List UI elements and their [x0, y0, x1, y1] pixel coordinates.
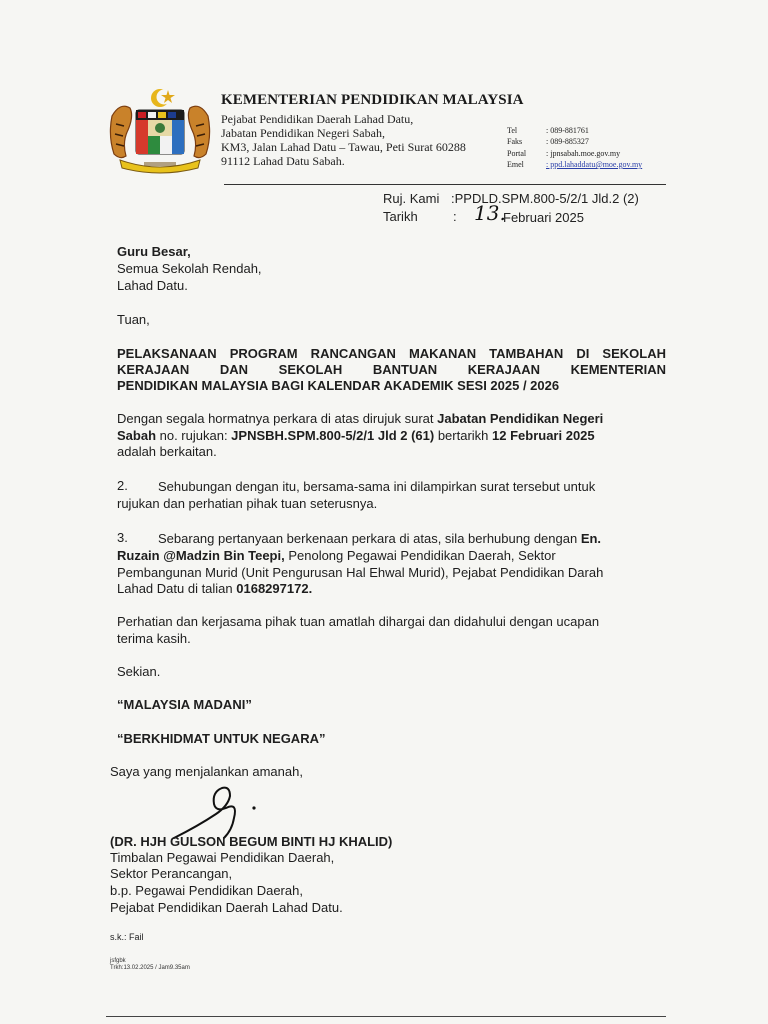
malaysia-coat-of-arms-icon: [106, 86, 214, 176]
date-day-handwritten: 13.: [474, 201, 506, 225]
para1-line-3: adalah berkaitan.: [117, 444, 217, 459]
para3-line-2: Ruzain @Madzin Bin Teepi, Penolong Pegawai Pendidikan Daerah, Sektor: [117, 548, 556, 563]
address-line-4: 91112 Lahad Datu Sabah.: [221, 154, 345, 168]
contact-value-email[interactable]: : ppd.lahaddatu@moe.gov.my: [546, 160, 643, 169]
para2-line-1: Sehubungan dengan itu, bersama-sama ini dilampirkan surat tersebut untuk: [158, 479, 596, 494]
recipient-line-3: Lahad Datu.: [117, 278, 188, 293]
para3-number: 3.: [117, 530, 128, 545]
recipient-line-2: Semua Sekolah Rendah,: [117, 261, 262, 276]
motto-malaysia-madani: “MALAYSIA MADANI”: [117, 697, 252, 712]
para2-line-2: rujukan dan perhatian pihak tuan seterusnya.: [117, 496, 378, 511]
para2-number: 2.: [117, 478, 128, 493]
para4-line-1: Perhatian dan kerjasama pihak tuan amatlah dihargai dan didahului dengan ucapan: [117, 614, 600, 629]
para3-line-3: Pembangunan Murid (Unit Pengurusan Hal Ehwal Murid), Pejabat Pendidikan Darah: [117, 565, 604, 580]
subject-line-2: KERAJAAN DAN SEKOLAH BANTUAN KERAJAAN KEMENTERIAN: [117, 362, 666, 377]
para1-line-1: Dengan segala hormatnya perkara di atas dirujuk surat Jabatan Pendidikan Negeri: [117, 411, 604, 426]
para4-line-2: terima kasih.: [117, 631, 191, 646]
para3-line-1: Sebarang pertanyaan berkenaan perkara di atas, sila berhubung dengan En.: [158, 531, 602, 546]
address-line-2: Jabatan Pendidikan Negeri Sabah,: [221, 126, 385, 140]
address-line-3: KM3, Jalan Lahad Datu – Tawau, Peti Surat 60288: [221, 140, 466, 154]
para1-line-2: Sabah no. rujukan: JPNSBH.SPM.800-5/2/1 Jld 2 (61) bertarikh 12 Februari 2025: [117, 428, 595, 443]
contact-value-fax: : 089-885327: [546, 137, 589, 146]
signatory-name: (DR. HJH GULSON BEGUM BINTI HJ KHALID): [110, 834, 393, 849]
date-label: Tarikh: [383, 209, 418, 224]
contact-value-portal: : jpnsabah.moe.gov.my: [546, 149, 621, 158]
para3-line-4: Lahad Datu di talian 0168297172.: [117, 581, 313, 596]
address-line-1: Pejabat Pendidikan Daerah Lahad Datu,: [221, 112, 414, 126]
signatory-title-3: b.p. Pegawai Pendidikan Daerah,: [110, 883, 303, 898]
salutation: Tuan,: [117, 312, 150, 327]
ref-label: Ruj. Kami: [383, 191, 440, 206]
ref-value: :PPDLD.SPM.800-5/2/1 Jld.2 (2): [451, 191, 639, 206]
subject-line-1: PELAKSANAAN PROGRAM RANCANGAN MAKANAN TAMBAHAN DI SEKOLAH: [117, 346, 666, 361]
date-colon: :: [453, 209, 457, 224]
contact-value-tel: : 089-881761: [546, 126, 589, 135]
signatory-title-2: Sektor Perancangan,: [110, 866, 233, 881]
date-month-year: Februari 2025: [503, 210, 584, 225]
recipient-line-1: Guru Besar,: [117, 244, 191, 259]
contact-label-fax: Faks: [507, 137, 523, 146]
signatory-title-1: Timbalan Pegawai Pendidikan Daerah,: [110, 850, 335, 865]
contact-label-tel: Tel: [507, 126, 518, 135]
motto-berkhidmat: “BERKHIDMAT UNTUK NEGARA”: [117, 731, 326, 746]
signatory-title-4: Pejabat Pendidikan Daerah Lahad Datu.: [110, 900, 343, 915]
subject-line-3: PENDIDIKAN MALAYSIA BAGI KALENDAR AKADEMIK SESI 2025 / 2026: [117, 378, 560, 393]
closing: Sekian.: [117, 664, 161, 679]
header-divider: [224, 184, 666, 185]
footnote-timestamp: Trkh:13.02.2025 / Jam9.35am: [110, 965, 190, 971]
contact-label-email: Emel: [507, 160, 524, 169]
contact-label-portal: Portal: [507, 149, 527, 158]
footer-divider: [106, 1016, 666, 1017]
ministry-title: KEMENTERIAN PENDIDIKAN MALAYSIA: [221, 92, 524, 108]
footnote-initials: jsfgbk: [110, 958, 126, 964]
amanah-line: Saya yang menjalankan amanah,: [110, 764, 303, 779]
copy-to-file: s.k.: Fail: [110, 932, 144, 942]
